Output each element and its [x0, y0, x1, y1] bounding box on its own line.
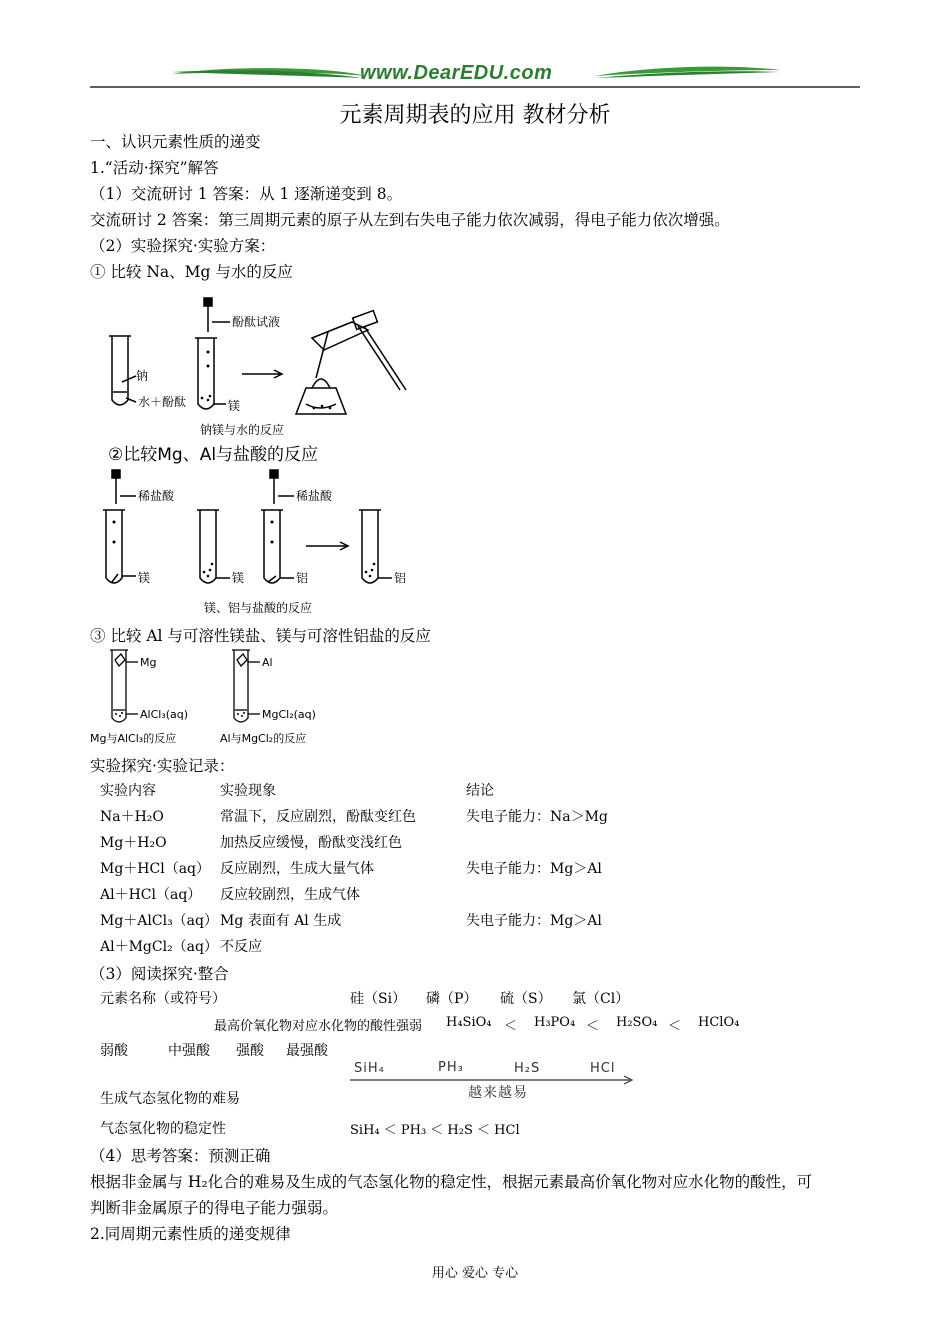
difficulty-label: 生成气态氢化物的难易 — [100, 1091, 240, 1107]
label-dilute-hcl-1: 稀盐酸 — [138, 489, 175, 503]
acid-lt-2: ＜ — [586, 1019, 600, 1034]
page-title: 元素周期表的应用 教材分析 — [339, 103, 611, 128]
element-si: 硅（Si） — [350, 991, 407, 1007]
table-header-conclusion: 结论 — [466, 783, 494, 799]
figure-mg-al-hcl — [96, 466, 416, 618]
thinking-answer: （4）思考答案：预测正确 — [90, 1147, 271, 1165]
hydride-sih4: SiH₄ — [354, 1061, 385, 1076]
label-mg-3: 镁 — [232, 571, 245, 585]
acid-hclo4: HClO₄ — [698, 1015, 740, 1030]
footer-text: 用心 爱心 专心 — [431, 1266, 519, 1281]
subheading-2: 2.同周期元素性质的递变规律 — [90, 1225, 291, 1243]
logo-text[interactable]: www.DearEDU.com — [360, 62, 553, 84]
element-name-label: 元素名称（或符号） — [100, 991, 226, 1007]
strength-medium: 中强酸 — [168, 1043, 210, 1059]
stability-order: SiH₄ ＜ PH₃ ＜ H₂S ＜ HCl — [350, 1123, 520, 1138]
table-cell: Mg＋H₂O — [100, 835, 167, 851]
table-header-phenomenon: 实验现象 — [220, 783, 276, 799]
conclusion-line-2: 判断非金属原子的得电子能力强弱。 — [90, 1199, 339, 1217]
acid-h2so4: H₂SO₄ — [616, 1015, 658, 1030]
table-cell: Mg＋HCl（aq） — [100, 861, 211, 877]
experiment-3-heading: ③ 比较 Al 与可溶性镁盐、镁与可溶性铝盐的反应 — [90, 627, 431, 645]
table-cell: Mg＋AlCl₃（aq） — [100, 913, 218, 929]
table-cell: Na＋H₂O — [100, 809, 164, 825]
table-cell: Mg 表面有 Al 生成 — [220, 913, 342, 929]
label-al-2: 铝 — [394, 571, 407, 585]
element-p: 磷（P） — [426, 991, 478, 1007]
reading-integration-heading: （3）阅读探究·整合 — [90, 965, 229, 983]
strength-strong: 强酸 — [236, 1043, 264, 1059]
section-heading-1: 一、认识元素性质的递变 — [90, 133, 261, 151]
strength-strongest: 最强酸 — [286, 1043, 328, 1059]
caption-al-mgcl2: Al与MgCl₂的反应 — [220, 732, 307, 745]
strength-weak: 弱酸 — [100, 1043, 128, 1059]
figure-displacement — [88, 646, 338, 748]
figure1-caption: 钠镁与水的反应 — [200, 423, 285, 437]
acid-lt-3: ＜ — [668, 1019, 682, 1034]
table-cell: 反应剧烈，生成大量气体 — [220, 861, 374, 877]
acid-h4sio4: H₄SiO₄ — [446, 1015, 492, 1030]
acid-strength-label: 最高价氧化物对应水化物的酸性强弱 — [214, 1019, 423, 1034]
table-cell: 反应较剧烈，生成气体 — [220, 887, 360, 903]
figure-na-mg-water — [100, 292, 420, 442]
label-mg-2: 镁 — [138, 571, 151, 585]
label-na: 钠 — [136, 369, 149, 383]
hydride-ph3: PH₃ — [438, 1060, 464, 1075]
conclusion-line-1: 根据非金属与 H₂化合的难易及生成的气态氢化物的稳定性，根据元素最高价氧化物对应水化物的酸性，可 — [90, 1173, 813, 1191]
experiment-record-heading: 实验探究·实验记录： — [90, 757, 235, 775]
label-dilute-hcl-2: 稀盐酸 — [296, 489, 333, 503]
element-cl: 氯（Cl） — [572, 991, 630, 1007]
label-al-1: 铝 — [296, 571, 309, 585]
table-cell: 加热反应缓慢，酚酞变浅红色 — [220, 835, 402, 851]
answer-2: 交流研讨 2 答案：第三周期元素的原子从左到右失电子能力依次减弱，得电子能力依次增强。 — [90, 211, 730, 229]
experiment-plan-heading: （2）实验探究·实验方案： — [90, 237, 276, 255]
label-alcl3-solution: AlCl₃(aq) — [140, 708, 189, 721]
label-mg-1: 镁 — [228, 399, 241, 413]
experiment-2-heading: ②比较Mg、Al与盐酸的反应 — [108, 445, 319, 465]
caption-mg-alcl3: Mg与AlCl₃的反应 — [90, 732, 177, 745]
acid-lt-1: ＜ — [504, 1019, 518, 1034]
stability-label: 气态氢化物的稳定性 — [100, 1121, 226, 1137]
label-water-phenolphthalein: 水＋酚酞 — [138, 395, 187, 409]
acid-h3po4: H₃PO₄ — [534, 1015, 576, 1030]
trend-label: 越来越易 — [468, 1085, 528, 1101]
table-cell: 失电子能力：Na＞Mg — [466, 809, 608, 825]
label-phenolphthalein-solution: 酚酞试液 — [232, 315, 281, 329]
label-mg-metal: Mg — [140, 656, 157, 669]
hydride-h2s: H₂S — [514, 1061, 541, 1076]
table-cell: 失电子能力：Mg＞Al — [466, 913, 602, 929]
subheading-1: 1.“活动·探究”解答 — [90, 159, 219, 177]
table-cell: 常温下，反应剧烈，酚酞变红色 — [220, 809, 416, 825]
experiment-1-heading: ① 比较 Na、Mg 与水的反应 — [90, 263, 293, 281]
table-cell: 不反应 — [220, 939, 262, 955]
table-cell: 失电子能力：Mg＞Al — [466, 861, 602, 877]
answer-1: （1）交流研讨 1 答案：从 1 逐渐递变到 8。 — [90, 185, 403, 203]
label-al-metal: Al — [262, 656, 273, 669]
header-logo — [90, 62, 860, 90]
element-s: 硫（S） — [500, 991, 552, 1007]
figure2-caption: 镁、铝与盐酸的反应 — [204, 601, 313, 615]
label-mgcl2-solution: MgCl₂(aq) — [262, 708, 316, 721]
table-cell: Al＋HCl（aq） — [100, 887, 202, 903]
table-header-content: 实验内容 — [100, 783, 156, 799]
hydride-hcl: HCl — [590, 1061, 616, 1076]
table-cell: Al＋MgCl₂（aq） — [100, 939, 218, 955]
